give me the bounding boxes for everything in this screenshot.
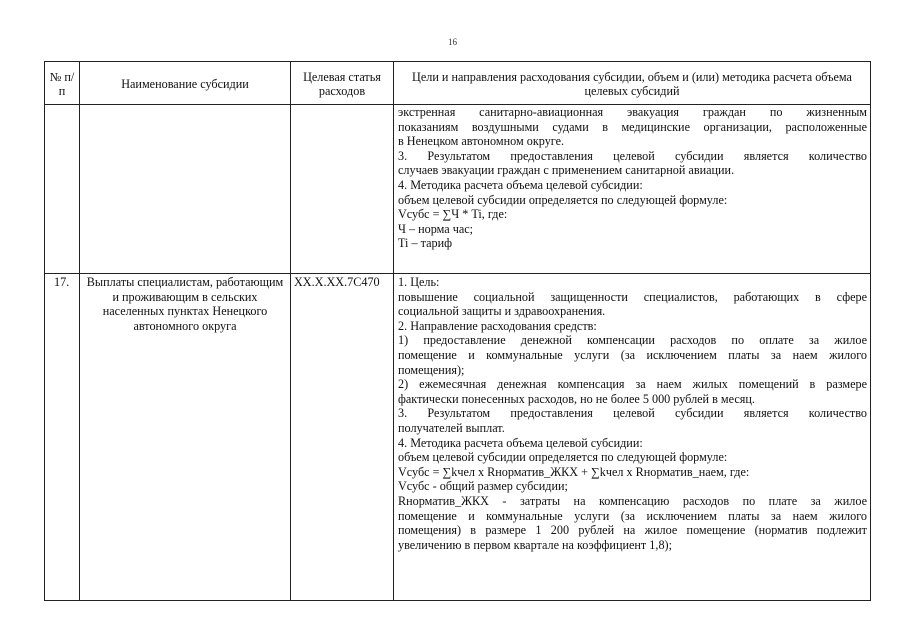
text-line: 4. Методика расчета объема целевой субсидии:: [398, 435, 643, 450]
text-line: помещения) в размере 1 200 рублей на жилое помещение (норматив подлежит: [398, 523, 867, 538]
table-header-row: [45, 62, 871, 105]
text-line: Vсубс - общий размер субсидии;: [398, 479, 568, 494]
page-number: 16: [448, 37, 457, 47]
cell-number: [45, 105, 80, 274]
text-line: 3. Результатом предоставления целевой субсидии является количество: [398, 148, 867, 163]
text-line: получателей выплат.: [398, 420, 505, 435]
text-line: 3. Результатом предоставления целевой субсидии является количество: [398, 406, 867, 421]
subsidy-table: [44, 61, 871, 601]
text-line: 1) предоставление денежной компенсации расходов по оплате за жилое: [398, 333, 867, 348]
cell-name: Выплаты специалистам, работающим и проживающим в сельских населенных пунктах Ненецкого автономного округа: [80, 274, 291, 601]
cell-name: [80, 105, 291, 274]
formula-line: Vсубс = ∑kчел x Rнорматив_ЖКХ + ∑kчел x Rнорматив_наем, где:: [398, 464, 750, 479]
cell-goals: [394, 105, 871, 274]
header-number: № п/п: [45, 62, 80, 105]
text-line: экстренная санитарно-авиационная эвакуация граждан по жизненным: [398, 105, 867, 119]
table-row: [45, 274, 871, 601]
text-line: в Ненецком автономном округе.: [398, 134, 565, 149]
text-line: 1. Цель:: [398, 275, 440, 289]
header-goals: Цели и направления расходования субсидии, объем и (или) методика расчета объема целевых субсидий: [394, 62, 871, 105]
text-line: объем целевой субсидии определяется по следующей формуле:: [398, 450, 728, 465]
text-line: 2. Направление расходования средств:: [398, 318, 597, 333]
cell-number: 17.: [45, 274, 80, 601]
formula-line: Vсубс = ∑Ч * Ti, где:: [398, 207, 508, 222]
cell-code: XX.X.XX.7C470: [291, 274, 394, 601]
header-target-article: Целевая статья расходов: [291, 62, 394, 105]
text-line: повышение социальной защищенности специалистов, работающих в сфере: [398, 289, 867, 304]
text-line: показаниям воздушными судами в медицинские организации, расположенные: [398, 119, 867, 134]
table-row: [45, 105, 871, 274]
text-line: помещение и коммунальные услуги (за исключением платы за наем жилого: [398, 508, 867, 523]
text-line: помещения);: [398, 362, 465, 377]
text-line: социальной защиты и здравоохранения.: [398, 304, 606, 319]
text-line: Ti – тариф: [398, 236, 452, 251]
text-line: фактически понесенных расходов, но не более 5 000 рублей в месяц.: [398, 391, 755, 406]
text-line: случаев эвакуации граждан с применением санитарной авиации.: [398, 163, 735, 178]
header-subsidy-name: Наименование субсидии: [80, 62, 291, 105]
cell-code: [291, 105, 394, 274]
text-line: помещение и коммунальные услуги (за исключением платы за наем жилого: [398, 347, 867, 362]
text-line: увеличению в первом квартале на коэффициент 1,8);: [398, 537, 672, 552]
text-line: Rнорматив_ЖКХ - затраты на компенсацию расходов по плате за жилое: [398, 493, 867, 508]
cell-goals: [394, 274, 871, 601]
text-line: 2) ежемесячная денежная компенсация за наем жилых помещений в размере: [398, 377, 867, 392]
text-line: 4. Методика расчета объема целевой субсидии:: [398, 177, 643, 192]
text-line: Ч – норма час;: [398, 221, 474, 236]
text-line: объем целевой субсидии определяется по следующей формуле:: [398, 192, 728, 207]
